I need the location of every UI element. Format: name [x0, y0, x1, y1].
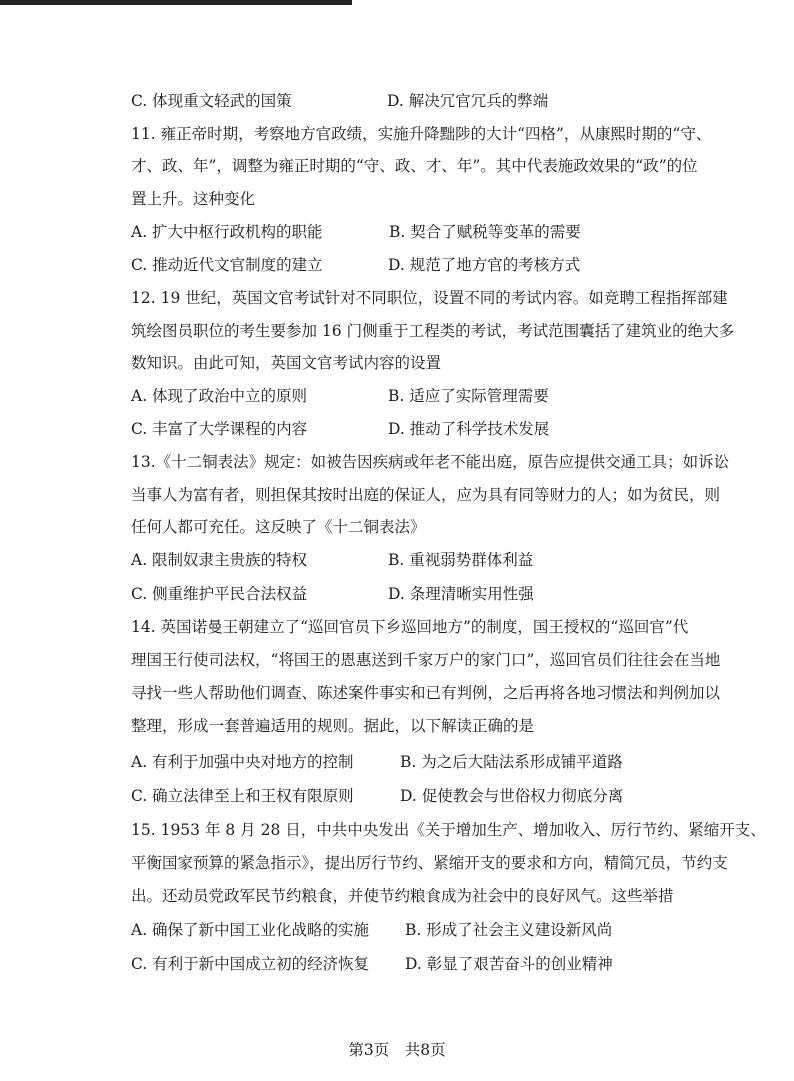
q15-option-b: B. 形成了社会主义建设新风尚: [405, 921, 613, 939]
q12-option-c: C. 丰富了大学课程的内容: [131, 420, 308, 438]
q15-option-d: D. 彰显了艰苦奋斗的创业精神: [405, 955, 613, 973]
page-footer: 第3页 共8页: [348, 1041, 446, 1059]
q13-stem-line-1: 13.《十二铜表法》规定：如被告因疾病或年老不能出庭，原告应提供交通工具；如诉讼: [131, 453, 730, 471]
q14-stem-line-1: 14. 英国诺曼王朝建立了“巡回官员下乡巡回地方”的制度，国王授权的“巡回官”代: [131, 618, 689, 636]
q11-option-b: B. 契合了赋税等变革的需要: [389, 223, 581, 241]
q12-option-a: A. 体现了政治中立的原则: [131, 387, 308, 405]
q14-option-b: B. 为之后大陆法系形成铺平道路: [400, 753, 623, 771]
q14-stem-line-3: 寻找一些人帮助他们调查、陈述案件事实和已有判例，之后再将各地习惯法和判例加以: [131, 684, 721, 702]
q11-stem-line-1: 11. 雍正帝时期，考察地方官政绩，实施升降黜陟的大计“四格”，从康熙时期的“守、: [131, 125, 712, 143]
q12-stem-line-2: 筑绘图员职位的考生要参加 16 门侧重于工程类的考试，考试范围囊括了建筑业的绝大多: [131, 322, 735, 340]
q12-option-b: B. 适应了实际管理需要: [388, 387, 549, 405]
q13-option-b: B. 重视弱势群体利益: [388, 551, 534, 569]
scan-edge-bar: [0, 0, 352, 5]
q11-stem-line-3: 置上升。这种变化: [131, 190, 256, 208]
q11-stem-line-2: 才、政、年”，调整为雍正时期的“守、政、才、年”。其中代表施政效果的“政”的位: [131, 157, 698, 175]
q15-option-c: C. 有利于新中国成立初的经济恢复: [131, 955, 370, 973]
q12-stem-line-1: 12. 19 世纪，英国文官考试针对不同职位，设置不同的考试内容。如竞聘工程指挥部建: [131, 289, 728, 307]
q10-option-d: D. 解决冗官冗兵的弊端: [387, 92, 549, 110]
q15-option-a: A. 确保了新中国工业化战略的实施: [131, 921, 370, 939]
q15-stem-line-3: 出。还动员党政军民节约粮食，并使节约粮食成为社会中的良好风气。这些举措: [131, 887, 674, 905]
q15-stem-line-2: 平衡国家预算的紧急指示》，提出厉行节约、紧缩开支的要求和方向，精简冗员，节约支: [131, 854, 728, 872]
q14-option-a: A. 有利于加强中央对地方的控制: [131, 753, 354, 771]
q13-option-a: A. 限制奴隶主贵族的特权: [131, 551, 308, 569]
q15-stem-line-1: 15. 1953 年 8 月 28 日，中共中央发出《关于增加生产、增加收入、厉行节约、紧缩开支、: [131, 821, 766, 839]
q11-option-d: D. 规范了地方官的考核方式: [388, 256, 581, 274]
q12-stem-line-3: 数知识。由此可知，英国文官考试内容的设置: [131, 354, 442, 372]
q13-stem-line-3: 任何人都可充任。这反映了《十二铜表法》: [131, 518, 426, 536]
q13-option-d: D. 条理清晰实用性强: [388, 585, 534, 603]
q13-stem-line-2: 当事人为富有者，则担保其按时出庭的保证人，应为具有同等财力的人；如为贫民，则: [131, 486, 721, 504]
q11-option-c: C. 推动近代文官制度的建立: [131, 256, 323, 274]
q14-stem-line-2: 理国王行使司法权，“将国王的恩惠送到千家万户的家门口”，巡回官员们往往会在当地: [131, 651, 721, 669]
q10-option-c: C. 体现重文轻武的国策: [131, 92, 292, 110]
q11-option-a: A. 扩大中枢行政机构的职能: [131, 223, 323, 241]
q12-option-d: D. 推动了科学技术发展: [388, 420, 550, 438]
q13-option-c: C. 侧重维护平民合法权益: [131, 585, 308, 603]
q14-stem-line-4: 整理，形成一套普遍适用的规则。据此，以下解读正确的是: [131, 717, 535, 735]
q14-option-d: D. 促使教会与世俗权力彻底分离: [400, 787, 624, 805]
q14-option-c: C. 确立法律至上和王权有限原则: [131, 787, 354, 805]
